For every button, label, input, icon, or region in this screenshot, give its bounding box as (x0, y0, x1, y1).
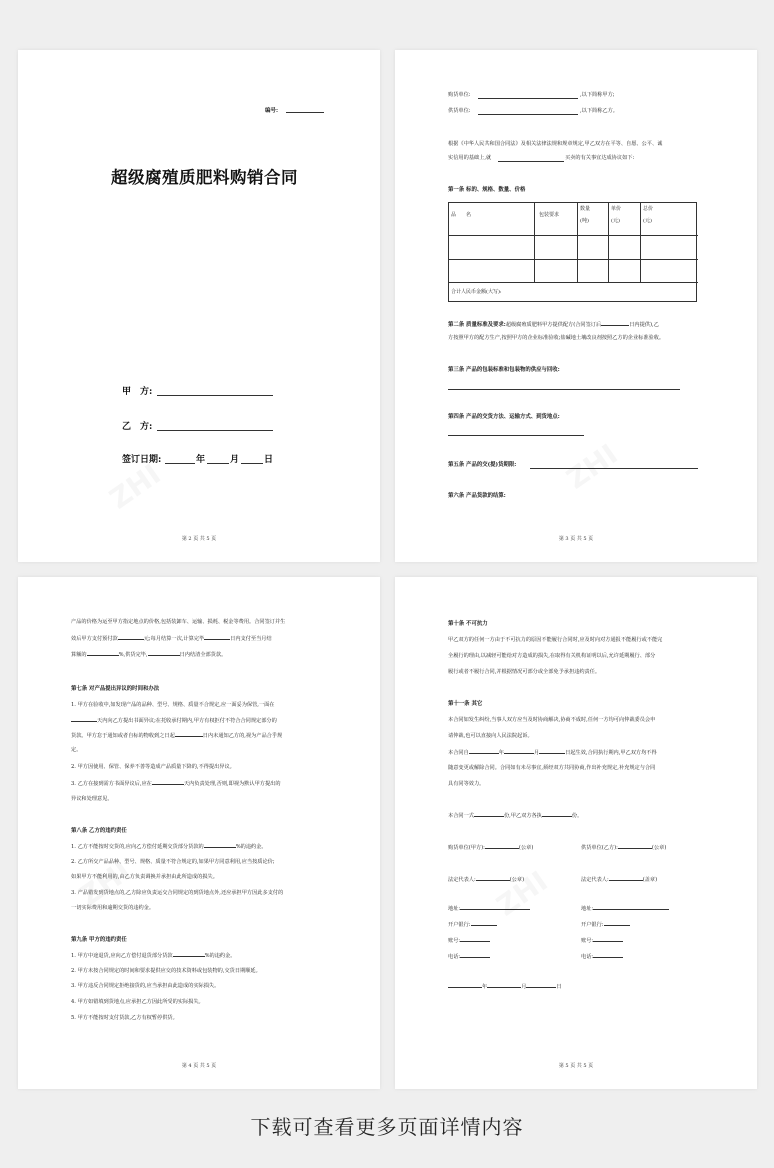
a11-line-5: 具有同等效力。 (448, 781, 485, 787)
payment-line-2b: 元;每月结算一次,计算完毕 (143, 636, 205, 642)
buyer-seal: (公章) (518, 845, 534, 851)
a10-line-2: 全履行的理由,以减轻可能给对方造成的损失,在取得有关机构证明以后,允许延期履行、部分 (448, 653, 656, 659)
blank (539, 748, 565, 754)
col-name: 品 名 (451, 212, 472, 218)
blank (604, 920, 630, 926)
seller-legal-rep: 法定代表人: (581, 877, 609, 883)
seller-address: 地址: (581, 906, 594, 912)
intro-line-2a: 实信用的基础上,就 (448, 155, 492, 161)
blank (152, 779, 184, 785)
a7-line-1: 1. 甲方在验收中,如发现产品的品种、型号、规格、质量不合规定,应一面妥为保管,一面在 (71, 702, 275, 708)
intro-line-1: 根据《中华人民共和国合同法》及相关法律法规和规章规定,甲乙双方在平等、自愿、公平、诚 (448, 141, 663, 147)
blank (173, 951, 205, 957)
article-4-line (448, 435, 584, 436)
article-9-heading: 第九条 甲方的违约责任 (71, 937, 127, 943)
article-5-line (530, 468, 698, 469)
col-total: 总价 (643, 206, 654, 212)
article-1-heading: 第一条 标的、规格、数量、价格 (448, 187, 526, 193)
a9-line-1b: %的违约金。 (204, 953, 236, 959)
copies-b: 份,甲乙双方各执 (503, 813, 542, 819)
download-caption: 下载可查看更多页面详情内容 (250, 1115, 524, 1139)
a8-line-3: 如果甲方不能利用的,由乙方负责调换并承担由此所造成的损失。 (71, 874, 218, 880)
contract-number-line (286, 112, 324, 113)
payment-line-3b: %,供货完毕, (118, 652, 148, 658)
article-4-heading: 第四条 产品的交货方法、运输方式、到货地点: (448, 414, 560, 420)
blank (87, 650, 119, 656)
date-year: 年 (482, 984, 488, 990)
blank (469, 748, 499, 754)
blank (485, 843, 519, 849)
a11-year: 年 (498, 750, 504, 756)
watermark (103, 457, 166, 515)
article-6-heading: 第六条 产品货款的结算: (448, 493, 506, 499)
buyer-account: 账号: (448, 938, 461, 944)
sign-date-label: 签订日期: (122, 455, 162, 465)
article-2-text-c: 方按照甲方的配方生产,按照甲方的企业标准验收;盐碱地土壤改良剂按照乙方的企业标准验收。 (448, 335, 665, 341)
buyer-label: 购货单位: (448, 92, 471, 98)
sign-day-line (241, 463, 263, 464)
page-folio: 第 4 页 共 5 页 (181, 1063, 217, 1069)
party-a-label: 甲 方: (122, 387, 153, 397)
buyer-legal-seal: (公章) (509, 877, 525, 883)
contract-page-3 (395, 50, 757, 562)
goods-line (498, 161, 564, 162)
goods-table (448, 202, 697, 302)
a7-line-2: 天内向乙方提出书面异议;在托收承付期内,甲方有权拒付不符合合同规定部分的 (97, 718, 277, 724)
payment-line-3c: 日内结清全部货款。 (179, 652, 227, 658)
seller-line (478, 114, 578, 115)
buyer-suffix: ,以下简称甲方; (580, 92, 615, 98)
intro-line-2b: 买卖的有关事宜达成协议如下: (565, 155, 635, 161)
page-folio: 第 5 页 共 5 页 (558, 1063, 594, 1069)
blank (148, 650, 180, 656)
seller-legal-seal: (盖章) (642, 877, 658, 883)
col-unit-price: 单价 (611, 206, 622, 212)
blank (448, 982, 482, 988)
blank (476, 875, 510, 881)
buyer-phone: 电话: (448, 954, 461, 960)
a10-line-3: 履行或者不履行合同,并根据情况可部分或全部免予承担违约责任。 (448, 669, 601, 675)
article-2-text-a: 超级腐殖质肥料甲方提供配方(合同签订后 (505, 322, 602, 328)
blank (460, 952, 490, 958)
a10-line-1: 甲乙双方的任何一方由于不可抗力的原因不能履行合同时,应及时向对方通报不能履行或不能完 (448, 637, 663, 643)
copies-a: 本合同一式 (448, 813, 474, 819)
page-folio: 第 3 页 共 5 页 (558, 536, 594, 542)
contract-page-4 (18, 577, 380, 1089)
blank (593, 936, 623, 942)
a7-line-5: 2. 甲方因使用、保管、保养不善等造成产品质量下降的,不得提出异议。 (71, 764, 235, 770)
page-folio: 第 2 页 共 5 页 (181, 536, 217, 542)
sign-year-line (165, 463, 195, 464)
col-packaging: 包装要求 (539, 212, 560, 218)
a11-line-4: 随意变更或解除合同。合同如有未尽事宜,须经双方共同协商,作出补充规定,补充规定与合同 (448, 765, 656, 771)
a9-line-2: 2. 甲方未按合同规定的时间和要求提供应交的技术资料或包装物的,交货日期顺延。 (71, 968, 261, 974)
a7-line-7: 异议和处理意见。 (71, 796, 113, 802)
a9-line-3: 3. 甲方违反合同规定拒绝接货的,应当承担由此造成的实际损失。 (71, 983, 220, 989)
article-5-heading: 第五条 产品的交(提)货期限: (448, 462, 517, 468)
seller-suffix: ,以下简称乙方。 (580, 108, 618, 114)
total-amount-row: 合计人民币金额(大写): (451, 289, 502, 295)
sign-month-unit: 月 (230, 455, 240, 465)
blank (175, 731, 203, 737)
seller-label: 供货单位: (448, 108, 471, 114)
col-total-unit: (元) (643, 218, 652, 224)
sign-day-unit: 日 (264, 455, 274, 465)
a7-line-3b: 日内未通知乙方的,视为产品合乎规 (202, 733, 283, 739)
article-10-heading: 第十条 不可抗力 (448, 621, 488, 627)
col-unit-price-unit: (元) (611, 218, 620, 224)
blank (471, 920, 497, 926)
party-b-label: 乙 方: (122, 422, 153, 432)
seller-bank: 开户银行: (581, 922, 604, 928)
payment-line-1: 产品的价格为运至甲方指定地点的价格,包括装卸车、运输、损耗、税金等费用。合同签订并生 (71, 619, 286, 625)
blank (71, 716, 97, 722)
blank (593, 952, 623, 958)
buyer-bank: 开户银行: (448, 922, 471, 928)
contract-number-label: 编号: (265, 108, 279, 114)
cover-page (18, 50, 380, 562)
date-month: 月 (521, 984, 527, 990)
blank (460, 904, 530, 910)
a7-line-3a: 货款。甲方怠于通知或者自标的物收到之日起 (71, 733, 175, 739)
buyer-address: 地址: (448, 906, 461, 912)
buyer-legal-rep: 法定代表人: (448, 877, 476, 883)
a8-line-2: 2. 乙方所交产品品种、型号、规格、质量不符合规定的,如果甲方同意利用,应当按质论价; (71, 859, 275, 865)
sign-year-unit: 年 (196, 455, 206, 465)
article-11-heading: 第十一条 其它 (448, 701, 483, 707)
a11-line-3d: 日起生效,合同执行期内,甲乙双方均不得 (565, 750, 657, 756)
a8-line-1a: 1. 乙方不能按时交货的,应向乙方偿付延期交货部分货款的 (71, 844, 204, 850)
blank (593, 904, 669, 910)
blank (618, 843, 652, 849)
a11-month: 月 (533, 750, 540, 756)
col-quantity: 数量 (580, 206, 591, 212)
blank (609, 875, 643, 881)
a9-line-5: 5. 甲方不能按时支付货款,乙方有权暂停供货。 (71, 1015, 178, 1021)
blank (474, 811, 504, 817)
blank (204, 842, 236, 848)
blank (487, 982, 521, 988)
a8-line-4: 3. 产品错发到货地点的,乙方除应负责运交合同规定的到货地点外,还应承担甲方因此多支付的 (71, 890, 284, 896)
article-8-heading: 第八条 乙方的违约责任 (71, 828, 127, 834)
a11-line-2: 请仲裁,也可以直接向人民法院起诉。 (448, 733, 533, 739)
sign-month-line (207, 463, 229, 464)
article-3-line (448, 389, 680, 390)
buyer-line (478, 98, 578, 99)
payment-line-2a: 效后甲方支付预付款 (71, 636, 118, 642)
article-2-text-b: 日内提供),乙 (629, 322, 659, 328)
blank (460, 936, 490, 942)
payment-line-2c: 日内支付至当月结 (230, 636, 272, 642)
days-blank (601, 320, 629, 326)
blank (542, 811, 572, 817)
a8-line-1b: %的违约金。 (235, 844, 267, 850)
buyer-unit-label: 购货单位(甲方): (448, 845, 485, 851)
col-quantity-unit: (吨) (580, 218, 589, 224)
a7-line-4: 定。 (71, 747, 82, 753)
article-3-heading: 第三条 产品的包装标准和包装物的供应与回收: (448, 367, 560, 373)
seller-unit-label: 供货单位(乙方): (581, 845, 618, 851)
watermark (560, 437, 623, 495)
blank (504, 748, 534, 754)
payment-line-3a: 算额的 (71, 652, 87, 658)
seller-phone: 电话: (581, 954, 594, 960)
blank (204, 634, 230, 640)
a11-line-3a: 本合同自 (448, 750, 469, 756)
a7-line-6b: 天内负责处理,否则,即视为默认甲方提出的 (183, 781, 281, 787)
seller-seal: (公章) (651, 845, 667, 851)
a8-line-5: 一切实际费用和逾期交货的违约金。 (71, 905, 155, 911)
party-a-line (157, 395, 273, 396)
date-day: 日 (556, 984, 562, 990)
seller-account: 账号: (581, 938, 594, 944)
article-2-heading: 第二条 质量标准及要求: (448, 322, 506, 328)
contract-title: 超级腐殖质肥料购销合同 (111, 168, 298, 187)
contract-page-5 (395, 577, 757, 1089)
watermark (490, 864, 553, 922)
copies-c: 份。 (571, 813, 583, 819)
a11-line-1: 本合同如发生纠纷,当事人双方应当及时协商解决,协商不成时,任何一方均可向仲裁委员会申 (448, 717, 656, 723)
a9-line-4: 4. 甲方如错填到货地点,应承担乙方因此所受的实际损失。 (71, 999, 204, 1005)
blank (118, 634, 144, 640)
a9-line-1a: 1. 甲方中途退货,应向乙方偿付退货部分货款 (71, 953, 173, 959)
party-b-line (157, 430, 273, 431)
a7-line-6a: 3. 乙方在接到需方书面异议后,应在 (71, 781, 152, 787)
article-7-heading: 第七条 对产品提出异议的时间和办法 (71, 686, 160, 692)
blank (526, 982, 556, 988)
